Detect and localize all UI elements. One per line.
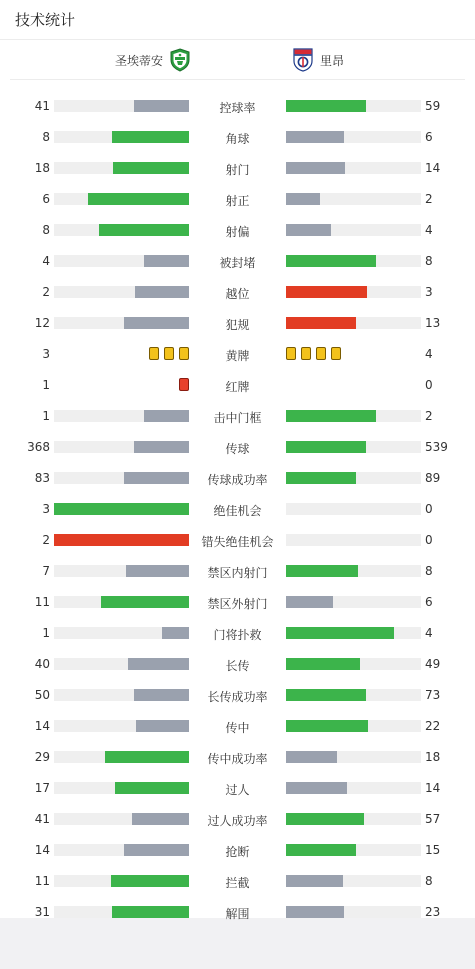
home-stat-value: 7 xyxy=(42,564,50,578)
home-stat-bar xyxy=(105,751,189,763)
stat-label: 拦截 xyxy=(225,876,250,890)
home-team-name: 圣埃蒂安 xyxy=(114,53,163,68)
home-stat-value: 12 xyxy=(34,316,50,330)
away-stat-value: 8 xyxy=(425,564,433,578)
home-stat-bar xyxy=(134,441,189,453)
home-stat-bar-track xyxy=(54,906,189,918)
stat-label: 黄牌 xyxy=(225,349,250,363)
stat-row xyxy=(0,684,475,706)
home-cards xyxy=(149,347,189,360)
home-stat-bar-track xyxy=(54,813,189,825)
stat-label: 长传 xyxy=(225,659,250,673)
home-stat-value: 50 xyxy=(34,688,50,702)
away-stat-bar xyxy=(286,844,356,856)
stat-row xyxy=(0,901,475,923)
home-stat-bar xyxy=(124,472,189,484)
away-team[interactable] xyxy=(292,40,344,80)
away-stat-bar-track xyxy=(286,658,421,670)
home-stat-bar xyxy=(113,162,189,174)
home-stat-bar xyxy=(112,906,189,918)
away-stat-bar xyxy=(286,410,376,422)
home-stat-bar-track xyxy=(54,224,189,236)
away-stat-bar-track xyxy=(286,255,421,267)
stat-row xyxy=(0,560,475,582)
away-stat-bar xyxy=(286,689,366,701)
stat-row xyxy=(0,188,475,210)
home-stat-value: 83 xyxy=(34,471,50,485)
stat-label: 犯规 xyxy=(225,318,250,332)
stat-label: 传中 xyxy=(225,721,250,735)
away-stat-bar-track xyxy=(286,286,421,298)
away-team-name: 里昂 xyxy=(320,53,345,68)
home-stat-bar xyxy=(54,503,189,515)
away-stat-value: 15 xyxy=(425,843,441,857)
stat-label: 抢断 xyxy=(225,845,250,859)
lyon-crest-icon xyxy=(292,48,314,72)
home-stat-bar-track xyxy=(54,503,189,515)
home-stat-value: 29 xyxy=(34,750,50,764)
home-stat-value: 3 xyxy=(42,502,50,516)
home-stat-bar xyxy=(112,131,189,143)
home-stat-bar xyxy=(99,224,189,236)
home-stat-bar-track xyxy=(54,410,189,422)
home-stat-bar xyxy=(111,875,189,887)
stat-label: 传中成功率 xyxy=(207,752,268,766)
away-stat-value: 13 xyxy=(425,316,441,330)
home-stat-value: 18 xyxy=(34,161,50,175)
home-stat-bar-track xyxy=(54,162,189,174)
home-stat-bar xyxy=(101,596,189,608)
away-stat-bar xyxy=(286,472,356,484)
teams-header xyxy=(10,40,465,80)
away-stat-value: 23 xyxy=(425,905,441,919)
away-stat-bar-track xyxy=(286,472,421,484)
away-stat-bar-track xyxy=(286,193,421,205)
away-stat-bar-track xyxy=(286,813,421,825)
yellow-card-icon xyxy=(149,347,159,360)
home-stat-value: 31 xyxy=(34,905,50,919)
away-stat-value: 0 xyxy=(425,502,433,516)
away-stat-bar xyxy=(286,317,356,329)
home-stat-value: 6 xyxy=(42,192,50,206)
home-stat-value: 41 xyxy=(34,99,50,113)
home-stat-bar xyxy=(136,720,189,732)
home-team[interactable] xyxy=(115,40,191,80)
away-cards xyxy=(286,347,341,360)
away-stat-bar xyxy=(286,162,345,174)
away-stat-bar-track xyxy=(286,534,421,546)
stat-row xyxy=(0,405,475,427)
away-stat-value: 539 xyxy=(425,440,448,454)
stat-row xyxy=(0,467,475,489)
away-stat-value: 8 xyxy=(425,254,433,268)
stat-label: 射偏 xyxy=(225,225,250,239)
stat-label: 传球成功率 xyxy=(207,473,268,487)
stat-label: 禁区内射门 xyxy=(207,566,268,580)
home-stat-bar-track xyxy=(54,565,189,577)
away-stat-value: 4 xyxy=(425,626,433,640)
saint-etienne-crest-icon xyxy=(169,48,191,72)
home-stat-value: 11 xyxy=(34,595,50,609)
home-stat-bar-track xyxy=(54,751,189,763)
away-stat-bar-track xyxy=(286,627,421,639)
stat-row xyxy=(0,343,475,365)
stat-row xyxy=(0,250,475,272)
stat-row xyxy=(0,839,475,861)
away-stat-bar xyxy=(286,565,358,577)
home-stat-bar-track xyxy=(54,627,189,639)
away-stat-bar xyxy=(286,875,343,887)
stat-label: 错失绝佳机会 xyxy=(201,535,274,549)
away-stat-bar xyxy=(286,627,394,639)
away-stat-value: 49 xyxy=(425,657,441,671)
home-stat-bar-track xyxy=(54,317,189,329)
stat-row xyxy=(0,653,475,675)
away-stat-value: 8 xyxy=(425,874,433,888)
home-stat-value: 1 xyxy=(42,409,50,423)
home-stat-bar-track xyxy=(54,131,189,143)
home-stat-bar xyxy=(124,317,189,329)
home-stat-value: 1 xyxy=(42,626,50,640)
away-stat-bar-track xyxy=(286,720,421,732)
stat-label: 长传成功率 xyxy=(207,690,268,704)
away-stat-bar-track xyxy=(286,689,421,701)
away-stat-bar xyxy=(286,720,368,732)
stat-row xyxy=(0,529,475,551)
away-stat-bar-track xyxy=(286,131,421,143)
away-stat-value: 73 xyxy=(425,688,441,702)
home-stat-bar xyxy=(144,255,189,267)
home-stat-bar-track xyxy=(54,844,189,856)
stat-label: 门将扑救 xyxy=(213,628,262,642)
yellow-card-icon xyxy=(164,347,174,360)
home-stat-value: 40 xyxy=(34,657,50,671)
home-stat-bar xyxy=(144,410,189,422)
home-stat-value: 2 xyxy=(42,285,50,299)
stat-row xyxy=(0,157,475,179)
home-stat-bar-track xyxy=(54,596,189,608)
away-stat-bar xyxy=(286,441,366,453)
yellow-card-icon xyxy=(316,347,326,360)
home-stat-value: 14 xyxy=(34,843,50,857)
home-stat-bar-track xyxy=(54,441,189,453)
home-stat-bar xyxy=(132,813,189,825)
away-stat-value: 22 xyxy=(425,719,441,733)
away-stat-value: 2 xyxy=(425,192,433,206)
away-stat-bar xyxy=(286,131,344,143)
away-stat-bar xyxy=(286,906,344,918)
away-stat-bar xyxy=(286,782,347,794)
stat-row xyxy=(0,219,475,241)
home-stat-bar-track xyxy=(54,255,189,267)
home-stat-value: 2 xyxy=(42,533,50,547)
away-stat-value: 6 xyxy=(425,130,433,144)
away-stat-value: 57 xyxy=(425,812,441,826)
home-stat-bar-track xyxy=(54,534,189,546)
home-stat-value: 3 xyxy=(42,347,50,361)
away-stat-bar xyxy=(286,658,360,670)
stat-row xyxy=(0,436,475,458)
home-stat-bar-track xyxy=(54,286,189,298)
yellow-card-icon xyxy=(301,347,311,360)
away-stat-bar-track xyxy=(286,441,421,453)
stat-row xyxy=(0,374,475,396)
home-stat-bar-track xyxy=(54,193,189,205)
home-stat-value: 41 xyxy=(34,812,50,826)
home-stat-bar xyxy=(124,844,189,856)
away-stat-bar xyxy=(286,596,333,608)
stat-row xyxy=(0,622,475,644)
home-stat-value: 17 xyxy=(34,781,50,795)
stat-row xyxy=(0,808,475,830)
away-stat-bar-track xyxy=(286,782,421,794)
away-stat-value: 0 xyxy=(425,378,433,392)
stat-label: 越位 xyxy=(225,287,250,301)
stat-label: 过人成功率 xyxy=(207,814,268,828)
home-stat-bar-track xyxy=(54,472,189,484)
away-stat-value: 4 xyxy=(425,223,433,237)
away-stat-value: 0 xyxy=(425,533,433,547)
stat-label: 角球 xyxy=(225,132,250,146)
stat-label: 禁区外射门 xyxy=(207,597,268,611)
away-stat-bar-track xyxy=(286,162,421,174)
home-stat-bar-track xyxy=(54,100,189,112)
away-stat-value: 3 xyxy=(425,285,433,299)
stat-label: 传球 xyxy=(225,442,250,456)
stat-row xyxy=(0,281,475,303)
away-stat-bar xyxy=(286,224,331,236)
stat-row xyxy=(0,591,475,613)
stat-label: 过人 xyxy=(225,783,250,797)
home-stat-bar xyxy=(88,193,189,205)
home-stat-value: 1 xyxy=(42,378,50,392)
home-stat-bar-track xyxy=(54,782,189,794)
home-stat-value: 14 xyxy=(34,719,50,733)
away-stat-value: 59 xyxy=(425,99,441,113)
away-stat-value: 4 xyxy=(425,347,433,361)
stat-label: 绝佳机会 xyxy=(213,504,262,518)
home-stat-bar xyxy=(162,627,189,639)
stat-row xyxy=(0,746,475,768)
home-stat-value: 8 xyxy=(42,223,50,237)
home-stat-bar xyxy=(54,534,189,546)
stat-row xyxy=(0,777,475,799)
home-stat-bar xyxy=(134,100,189,112)
away-stat-bar-track xyxy=(286,565,421,577)
away-stat-bar-track xyxy=(286,875,421,887)
home-stat-bar-track xyxy=(54,689,189,701)
stat-label: 解围 xyxy=(225,907,250,921)
away-stat-value: 89 xyxy=(425,471,441,485)
yellow-card-icon xyxy=(286,347,296,360)
home-stat-bar xyxy=(135,286,189,298)
away-stat-bar-track xyxy=(286,410,421,422)
away-stat-bar xyxy=(286,100,366,112)
stat-row xyxy=(0,870,475,892)
stat-row xyxy=(0,498,475,520)
stat-row xyxy=(0,126,475,148)
away-stat-bar-track xyxy=(286,100,421,112)
away-stat-bar xyxy=(286,286,367,298)
away-stat-value: 2 xyxy=(425,409,433,423)
home-stat-value: 368 xyxy=(27,440,50,454)
yellow-card-icon xyxy=(179,347,189,360)
home-stat-bar xyxy=(115,782,189,794)
home-stat-value: 8 xyxy=(42,130,50,144)
home-stat-value: 4 xyxy=(42,254,50,268)
stat-row xyxy=(0,312,475,334)
home-stat-value: 11 xyxy=(34,874,50,888)
away-stat-bar-track xyxy=(286,751,421,763)
away-stat-bar xyxy=(286,193,320,205)
away-stat-value: 14 xyxy=(425,161,441,175)
home-stat-bar xyxy=(128,658,189,670)
away-stat-bar-track xyxy=(286,596,421,608)
away-stat-value: 14 xyxy=(425,781,441,795)
stat-label: 射门 xyxy=(225,163,250,177)
home-stat-bar-track xyxy=(54,875,189,887)
away-stat-bar-track xyxy=(286,317,421,329)
away-stat-bar-track xyxy=(286,906,421,918)
stat-row xyxy=(0,95,475,117)
yellow-card-icon xyxy=(331,347,341,360)
home-cards xyxy=(179,378,189,391)
stat-label: 击中门框 xyxy=(213,411,262,425)
away-stat-bar-track xyxy=(286,844,421,856)
away-stat-bar xyxy=(286,255,376,267)
away-stat-bar xyxy=(286,751,337,763)
home-stat-bar xyxy=(134,689,189,701)
away-stat-value: 18 xyxy=(425,750,441,764)
stat-label: 控球率 xyxy=(219,101,256,115)
panel-title: 技术统计 xyxy=(0,0,475,40)
stat-label: 射正 xyxy=(225,194,250,208)
stat-row xyxy=(0,715,475,737)
away-stat-bar-track xyxy=(286,503,421,515)
red-card-icon xyxy=(179,378,189,391)
home-stat-bar-track xyxy=(54,658,189,670)
home-stat-bar xyxy=(126,565,189,577)
away-stat-value: 6 xyxy=(425,595,433,609)
away-stat-bar-track xyxy=(286,224,421,236)
away-stat-bar xyxy=(286,813,364,825)
home-stat-bar-track xyxy=(54,720,189,732)
stat-label: 红牌 xyxy=(225,380,250,394)
stat-label: 被封堵 xyxy=(219,256,256,270)
